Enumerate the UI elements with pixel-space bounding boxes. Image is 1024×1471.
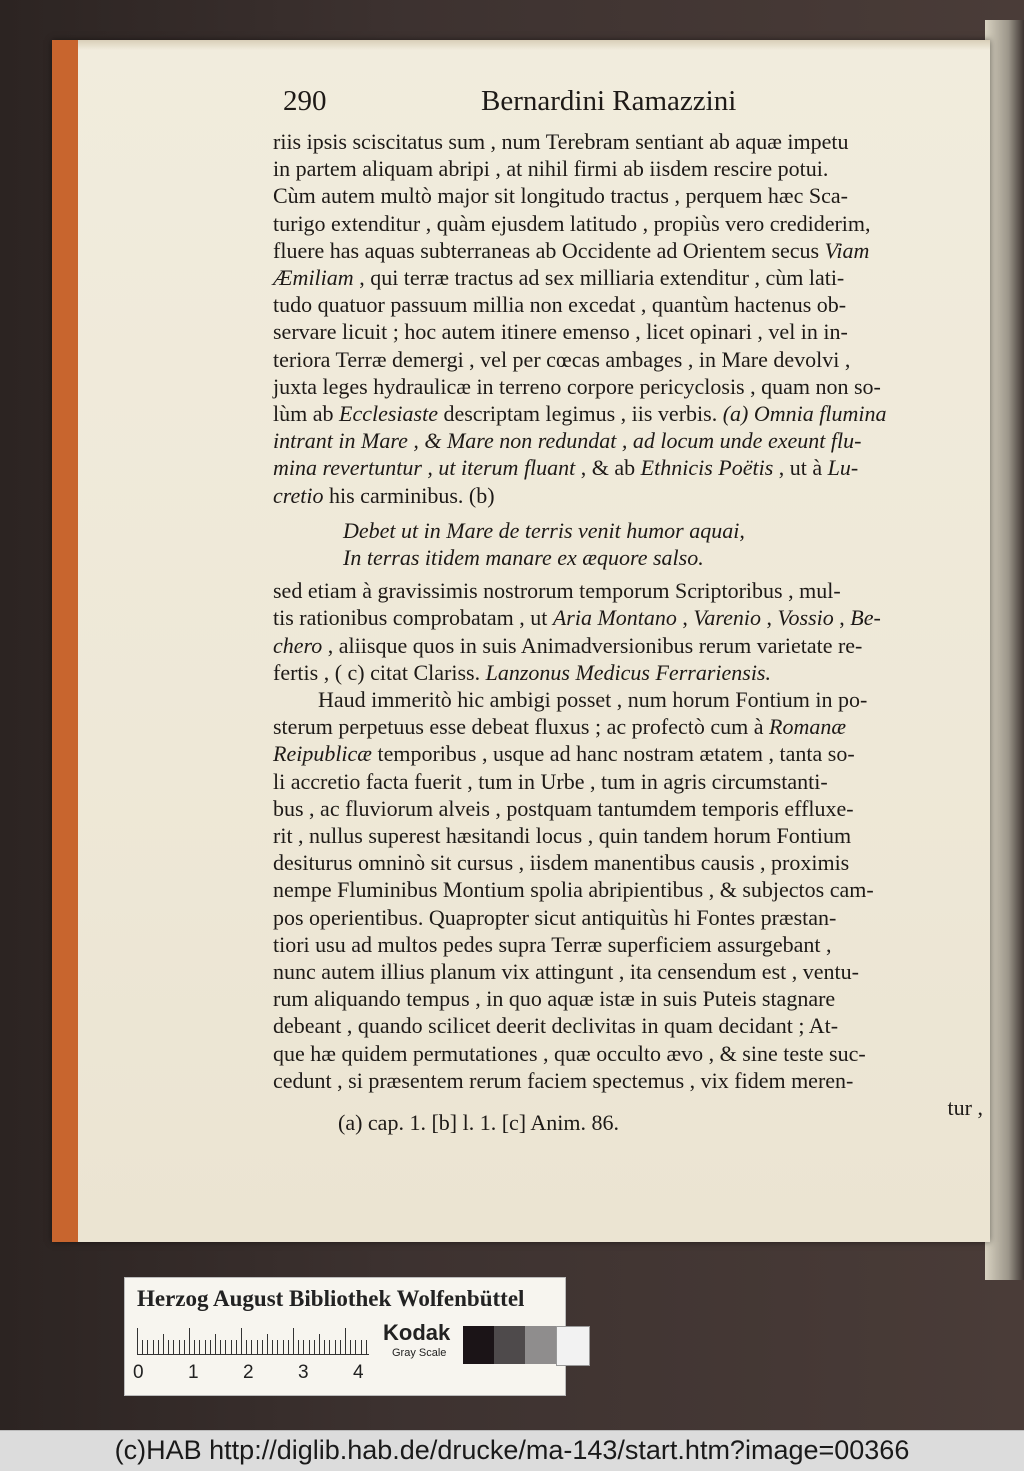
book-page xyxy=(52,40,990,1242)
text-segment: Lu- xyxy=(827,455,859,481)
text-segment: rum aliquando tempus , in quo aquæ istæ in suis Puteis stagnare xyxy=(273,986,836,1012)
footnotes: (a) cap. 1. [b] l. 1. [c] Anim. 86. xyxy=(338,1110,620,1135)
text-segment: , ut à xyxy=(773,455,828,481)
ruler-tick xyxy=(163,1334,164,1354)
caption-bar xyxy=(0,1430,1024,1471)
ruler-tick xyxy=(246,1340,247,1354)
text-line xyxy=(273,293,846,317)
text-line xyxy=(273,212,871,236)
text-segment: tis rationibus comprobatam , ut xyxy=(273,605,553,631)
text-line xyxy=(318,688,867,712)
text-segment: nunc autem illius planum vix attingunt , ita censendum est , ventu- xyxy=(273,959,859,984)
text-segment: lùm ab xyxy=(273,401,339,426)
text-segment: rit , nullus superest hæsitandi locus , quin tandem horum Fontium xyxy=(273,823,852,848)
library-name: Herzog August Bibliothek Wolfenbüttel xyxy=(137,1286,525,1311)
text-line xyxy=(273,130,848,154)
ruler-tick xyxy=(241,1328,242,1354)
ruler-tick xyxy=(355,1340,356,1354)
gray-swatch xyxy=(494,1326,526,1364)
text-segment: nempe Fluminibus Montium spolia abripientibus , & subjectos cam- xyxy=(273,877,874,903)
text-line xyxy=(273,906,836,930)
ruler-tick xyxy=(303,1340,304,1354)
ruler-tick xyxy=(324,1340,325,1354)
ruler-tick xyxy=(251,1340,252,1354)
page-number: 290 xyxy=(283,85,327,117)
text-segment: desiturus omninò sit cursus , iisdem manentibus causis , proximis xyxy=(273,850,850,876)
text-line xyxy=(273,456,858,480)
ruler-tick xyxy=(153,1340,154,1354)
text-segment: , & ab xyxy=(575,455,641,481)
ruler-tick xyxy=(215,1334,216,1354)
ruler-tick xyxy=(168,1340,169,1354)
text-segment: sterum perpetuus esse debeat fluxus ; ac profectò cum à xyxy=(273,714,770,740)
ruler-number: 1 xyxy=(188,1362,199,1383)
text-segment: , qui terræ tractus ad sex milliaria extenditur , cùm lati- xyxy=(353,265,845,290)
text-segment: (a) Omnia flumina xyxy=(722,401,887,426)
text-segment: descriptam legimus , iis verbis. xyxy=(437,401,723,426)
ruler-tick xyxy=(173,1340,174,1354)
running-head-title: Bernardini Ramazzini xyxy=(481,85,737,117)
ruler-tick xyxy=(184,1340,185,1354)
text-segment: fertis , ( c) citat Clariss. xyxy=(273,659,486,685)
source-url-caption: (c)HAB http://diglib.hab.de/drucke/ma-143/start.htm?image=00366 xyxy=(114,1435,910,1465)
text-line xyxy=(273,1014,838,1038)
text-segment: Viam xyxy=(824,237,870,263)
text-segment: Reipublicæ xyxy=(273,741,372,767)
text-line xyxy=(273,715,846,739)
page-stack-edge xyxy=(985,20,1024,1280)
text-segment: Varenio xyxy=(693,605,762,631)
text-line xyxy=(273,878,874,902)
text-segment: In terras itidem manare ex æquore salso. xyxy=(343,545,704,570)
page-top-edge xyxy=(78,40,990,50)
ruler-tick xyxy=(225,1340,226,1354)
text-segment: , aliisque quos in suis Animadversionibus rerum varietate re- xyxy=(322,632,863,658)
text-segment: tur , xyxy=(947,1095,983,1120)
text-segment: teriora Terræ demergi , vel per cœcas ambages , in Mare devolvi , xyxy=(273,346,851,372)
ruler-tick xyxy=(194,1340,195,1354)
ruler-number: 0 xyxy=(133,1362,144,1383)
gray-scale-label: Gray Scale xyxy=(392,1347,447,1359)
gray-swatch xyxy=(463,1326,495,1364)
text-segment: Vossio xyxy=(777,605,834,631)
text-line xyxy=(273,634,862,658)
text-segment: cretio xyxy=(273,482,324,508)
ruler-tick xyxy=(314,1340,315,1354)
ruler-tick xyxy=(345,1328,346,1354)
text-line xyxy=(948,1096,983,1120)
ruler-tick xyxy=(329,1340,330,1354)
text-segment: cedunt , si præsentem rerum faciem spectemus , vix fidem meren- xyxy=(273,1067,854,1093)
text-line xyxy=(273,266,844,290)
ruler-tick xyxy=(189,1328,190,1354)
text-segment: , xyxy=(676,605,694,631)
text-line xyxy=(273,1042,866,1066)
ruler-tick xyxy=(158,1340,159,1354)
ruler-tick xyxy=(335,1340,336,1354)
text-line xyxy=(273,184,848,208)
text-segment: Cùm autem multò major sit longitudo tractus , perquem hæc Sca- xyxy=(273,183,848,209)
text-line xyxy=(273,987,835,1011)
text-segment: li accretio facta fuerit , tum in Urbe , tum in agris circumstanti- xyxy=(273,768,828,794)
ruler-tick xyxy=(350,1340,351,1354)
text-segment: Be- xyxy=(850,605,881,631)
text-line xyxy=(273,320,848,344)
text-segment: sed etiam à gravissimis nostrorum temporum Scriptoribus , mul- xyxy=(273,578,841,604)
ruler-tick xyxy=(319,1334,320,1354)
ruler-tick xyxy=(267,1334,268,1354)
body-text xyxy=(273,129,983,1130)
ruler-tick xyxy=(262,1340,263,1354)
text-segment: servare licuit ; hoc autem itinere emenso , licet opinari , vel in in- xyxy=(273,319,848,345)
ruler-tick xyxy=(142,1340,143,1354)
text-line xyxy=(273,484,495,508)
ruler-tick xyxy=(272,1340,273,1354)
ruler-tick xyxy=(231,1340,232,1354)
text-line xyxy=(343,519,745,543)
text-line xyxy=(273,579,841,603)
kodak-logo: Kodak xyxy=(383,1320,451,1345)
text-segment: fluere has aquas subterraneas ab Occidente ad Orientem secus xyxy=(273,237,825,263)
text-line xyxy=(273,157,828,181)
ruler-tick xyxy=(147,1340,148,1354)
text-line xyxy=(273,960,859,984)
text-line xyxy=(273,851,849,875)
text-line xyxy=(273,742,855,766)
text-line xyxy=(273,375,881,399)
text-segment: Aria Montano xyxy=(552,605,677,631)
ruler-tick xyxy=(199,1340,200,1354)
ruler-number: 2 xyxy=(243,1362,254,1383)
text-line xyxy=(273,348,850,372)
ruler-tick xyxy=(288,1340,289,1354)
text-segment: Æmiliam xyxy=(273,265,354,290)
text-line xyxy=(273,661,771,685)
ruler-number: 3 xyxy=(298,1362,309,1383)
ruler-tick xyxy=(340,1340,341,1354)
text-segment: Debet ut in Mare de terris venit humor aquai, xyxy=(343,517,745,543)
ruler-tick xyxy=(361,1340,362,1354)
text-segment: bus , ac fluviorum alveis , postquam tantumdem temporis effluxe- xyxy=(273,795,854,821)
ruler-tick xyxy=(220,1340,221,1354)
ruler-tick xyxy=(366,1340,367,1354)
text-line xyxy=(343,546,704,570)
text-segment: , xyxy=(761,605,778,631)
text-line xyxy=(273,797,854,821)
ruler-tick xyxy=(277,1340,278,1354)
text-segment: pos operientibus. Quapropter sicut antiquitùs hi Fontes præstan- xyxy=(273,904,837,930)
text-line xyxy=(273,933,832,957)
scale-ruler xyxy=(137,1326,369,1355)
text-segment: tiori usu ad multos pedes supra Terræ superficiem assurgebant , xyxy=(273,931,832,957)
text-segment: Romanæ xyxy=(769,714,847,740)
ruler-tick xyxy=(137,1328,138,1354)
ruler-tick xyxy=(283,1340,284,1354)
ruler-tick xyxy=(309,1340,310,1354)
text-line xyxy=(273,606,881,630)
text-line xyxy=(273,402,886,426)
text-segment: juxta leges hydraulicæ in terreno corpore pericyclosis , quam non so- xyxy=(273,373,881,399)
text-segment: riis ipsis sciscitatus sum , num Terebram sentiant ab aquæ impetu xyxy=(273,129,849,154)
text-segment: Haud immeritò hic ambigi posset , num horum Fontium in po- xyxy=(318,687,868,712)
text-segment: temporibus , usque ad hanc nostram ætatem , tanta so- xyxy=(371,741,855,767)
text-segment: Ecclesiaste xyxy=(339,401,438,426)
text-segment: intrant in Mare , & Mare non redundat , ad locum unde exeunt flu- xyxy=(273,428,862,454)
text-segment: tudo quatuor passuum millia non excedat , quantùm hactenus ob- xyxy=(273,292,847,318)
ruler-tick xyxy=(257,1340,258,1354)
ruler-tick xyxy=(205,1340,206,1354)
text-segment: , xyxy=(833,605,851,631)
ruler-tick xyxy=(179,1340,180,1354)
ruler-number: 4 xyxy=(353,1362,364,1383)
ruler-tick xyxy=(236,1340,237,1354)
text-segment: chero xyxy=(273,632,323,658)
text-line xyxy=(273,1069,853,1093)
text-line xyxy=(273,770,828,794)
text-segment: Ethnicis Poëtis xyxy=(640,455,774,481)
ruler-tick xyxy=(210,1340,211,1354)
text-line xyxy=(273,824,851,848)
text-segment: mina revertuntur , ut iterum fluant xyxy=(273,455,576,481)
text-segment: in partem aliquam abripi , at nihil firmi ab iisdem rescire potui. xyxy=(273,156,829,182)
library-label xyxy=(124,1277,566,1396)
text-segment: his carminibus. (b) xyxy=(323,482,495,508)
ruler-tick xyxy=(298,1340,299,1354)
text-segment: que hæ quidem permutationes , quæ occulto ævo , & sine teste suc- xyxy=(273,1040,866,1066)
text-segment: debeant , quando scilicet deerit declivitas in quam decidant ; At- xyxy=(273,1013,839,1039)
text-segment: Lanzonus Medicus Ferrariensis. xyxy=(485,659,771,685)
gray-swatch xyxy=(556,1326,590,1366)
text-line xyxy=(273,239,869,263)
ruler-tick xyxy=(293,1328,294,1354)
gray-swatch xyxy=(525,1326,557,1364)
text-segment: turigo extenditur , quàm ejusdem latitudo , propiùs vero crediderim, xyxy=(273,210,871,236)
text-line xyxy=(273,429,861,453)
